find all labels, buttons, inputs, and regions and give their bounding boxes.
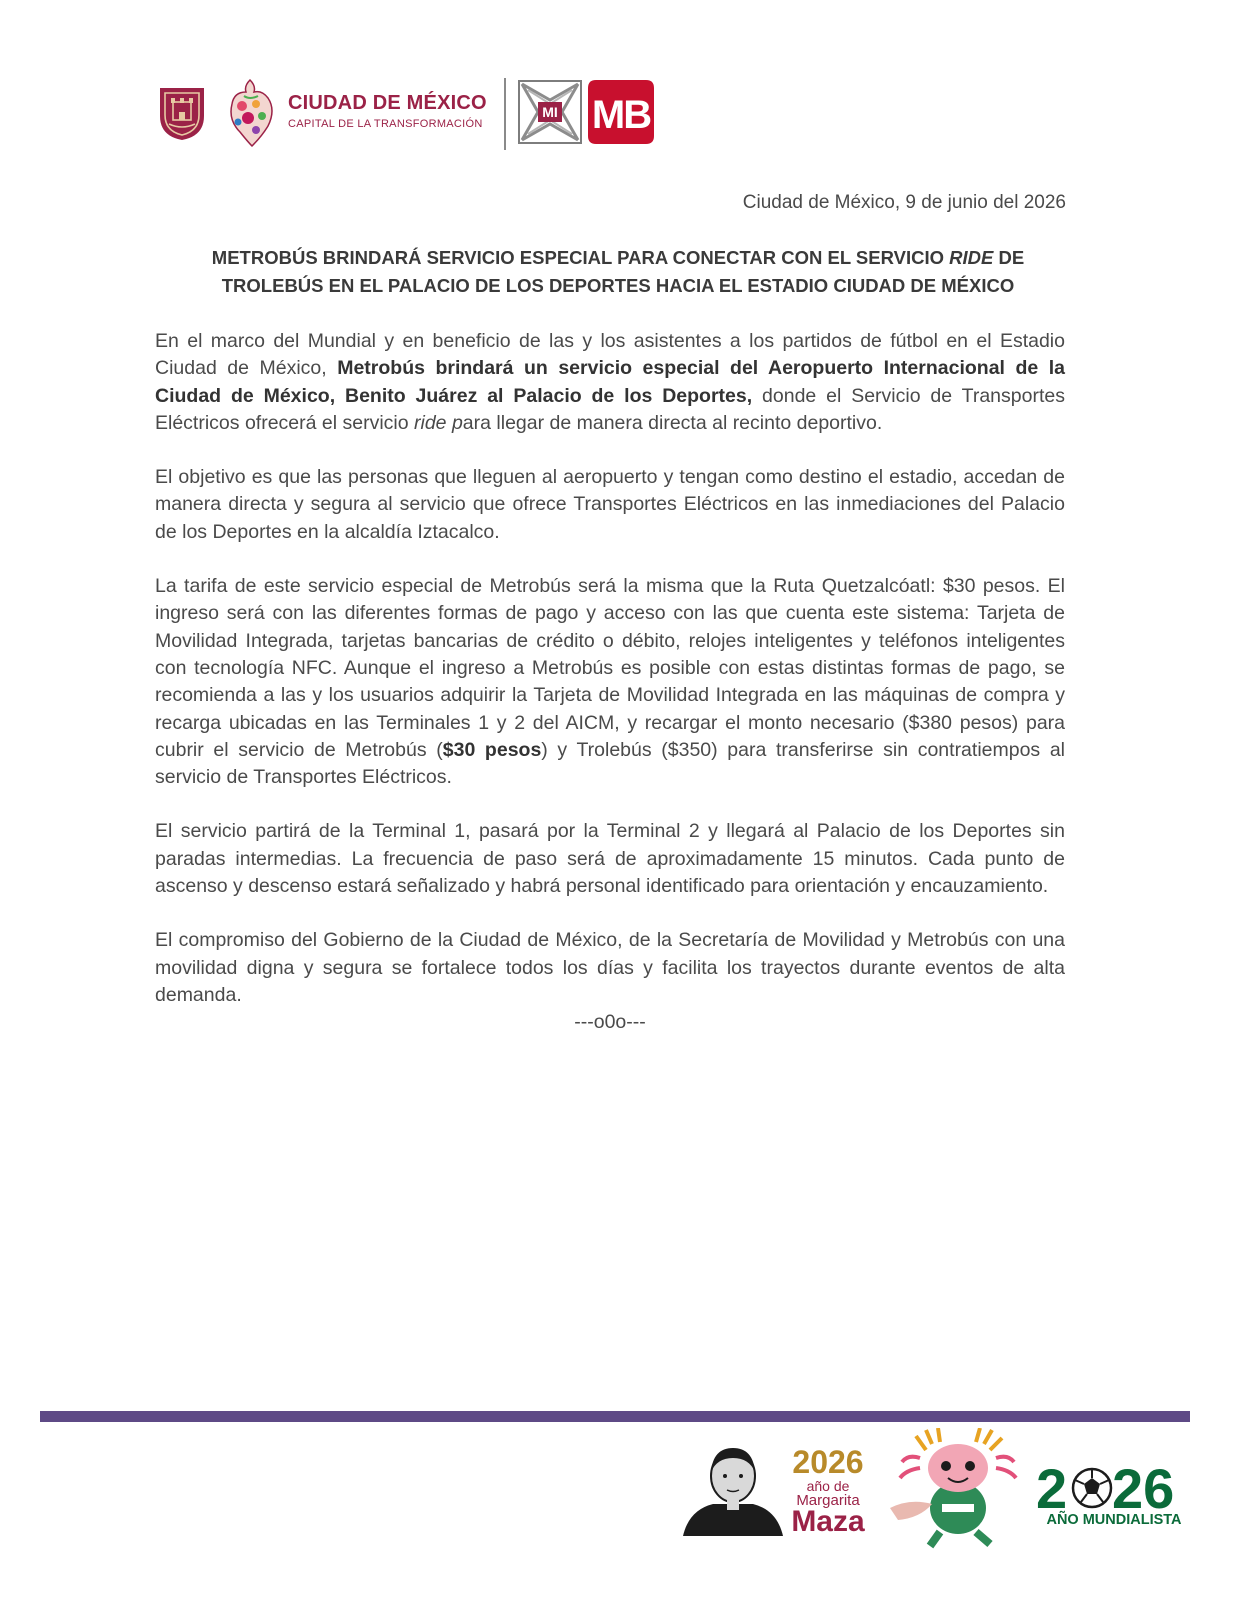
p3-text-a: La tarifa de este servicio especial de Metrobús será la misma que la Ruta Quetzalcóatl: $30 pesos. El ingreso será con las diferentes formas de pago y acceso con las que cuenta este sistema: Tarjeta de Movilidad Integrada, tarjetas bancarias de crédito o débito, relojes inteligentes y teléfonos inteligentes con tecnología NFC. Aunque el ingreso a Metrobús es posible con estas distintas formas de pago, se recomienda a las y los usuarios adquirir la Tarjeta de Movilidad Integrada en las máquinas de compra y recarga ubicadas en las Terminales 1 y 2 del AICM, y recargar el monto necesario ($380 pesos) para cubrir el servicio de Metrobús (: [155, 575, 1065, 761]
ano-mundialista-year-icon: [1034, 1460, 1194, 1512]
cdmx-name: CIUDAD DE MÉXICO: [288, 92, 487, 114]
paragraph-5: El compromiso del Gobierno de la Ciudad de México, de la Secretaría de Movilidad y Metrobús con una movilidad digna y segura se fortalece todos los días y facilita los trayectos durante eventos de alta demanda.: [155, 929, 1065, 1006]
maza-ano-de: año de: [806, 1478, 850, 1494]
p1-italic: ride p: [414, 411, 463, 434]
ano-mundialista-label: AÑO MUNDIALISTA: [1046, 1512, 1182, 1528]
closing-mark: ---o0o---: [574, 1011, 646, 1034]
press-release-body: [155, 328, 1065, 1064]
logo-divider: [504, 78, 506, 150]
paragraph-3: [155, 573, 1065, 791]
metro-logo-text: MI: [542, 104, 558, 120]
p3-bold: $30 pesos: [442, 738, 542, 761]
title-italic-ride: RIDE: [949, 247, 994, 268]
p1-bold: Metrobús brindará un servicio especial del Aeropuerto Internacional de la Ciudad de México, Benito Juárez al Palacio de los Deportes,: [155, 357, 1065, 407]
p1-text-b: donde el Servicio de Transportes Eléctricos ofrecerá el servicio: [155, 384, 1065, 434]
maza-last-name: Maza: [791, 1505, 865, 1538]
paragraph-4: El servicio partirá de la Terminal 1, pasará por la Terminal 2 y llegará al Palacio de los Deportes sin paradas intermedias. La frecuencia de paso será de aproximadamente 15 minutos. Cada punto de ascenso y descenso estará señalizado y habrá personal identificado para orientación y encauzamiento.: [155, 820, 1065, 898]
cdmx-coat-of-arms-icon: [158, 86, 206, 142]
metrobus-logo-icon: [588, 80, 654, 144]
maza-year: 2026: [792, 1444, 864, 1480]
metro-logo-icon: [518, 80, 582, 144]
cdmx-tagline: CAPITAL DE LA TRANSFORMACIÓN: [288, 118, 483, 130]
p3-text-b: ) y Trolebús ($350) para transferirse sin contratiempos al servicio de Transportes Eléctricos.: [155, 738, 1066, 789]
letterhead: [158, 74, 678, 150]
cdmx-heart-logo-icon: [222, 76, 278, 148]
metrobus-logo-text: MB: [591, 93, 651, 137]
press-release-title: [156, 244, 1080, 300]
axolotl-mascot-icon: [880, 1428, 1030, 1550]
paragraph-2: El objetivo es que las personas que lleguen al aeropuerto y tengan como destino el estadio, accedan de manera directa y segura al servicio que ofrece Transportes Eléctricos en las inmediaciones del Palacio de los Deportes en la alcaldía Iztacalco.: [155, 466, 1065, 543]
mundial-year-digit-2: 2: [1036, 1460, 1068, 1512]
p1-text-a: En el marco del Mundial y en beneficio de las y los asistentes a los partidos de fútbol en el Estadio Ciudad de México,: [155, 330, 1065, 380]
maza-first-name: Margarita: [796, 1492, 860, 1509]
footer-divider-bar: [40, 1411, 1190, 1422]
title-line1-start: METROBÚS BRINDARÁ SERVICIO ESPECIAL PARA CONECTAR CON EL SERVICIO: [211, 247, 950, 268]
margarita-maza-portrait-icon: [683, 1440, 783, 1536]
paragraph-1: [155, 328, 1065, 437]
title-line1-end: DE: [993, 247, 1025, 268]
p1-text-c: ara llegar de manera directa al recinto deportivo.: [462, 411, 883, 434]
mundial-year-digits-26: 26: [1112, 1460, 1175, 1512]
press-release-date: Ciudad de México, 9 de junio del 2026: [742, 192, 1066, 213]
title-line2: TROLEBÚS EN EL PALACIO DE LOS DEPORTES HACIA EL ESTADIO CIUDAD DE MÉXICO: [221, 275, 1015, 296]
